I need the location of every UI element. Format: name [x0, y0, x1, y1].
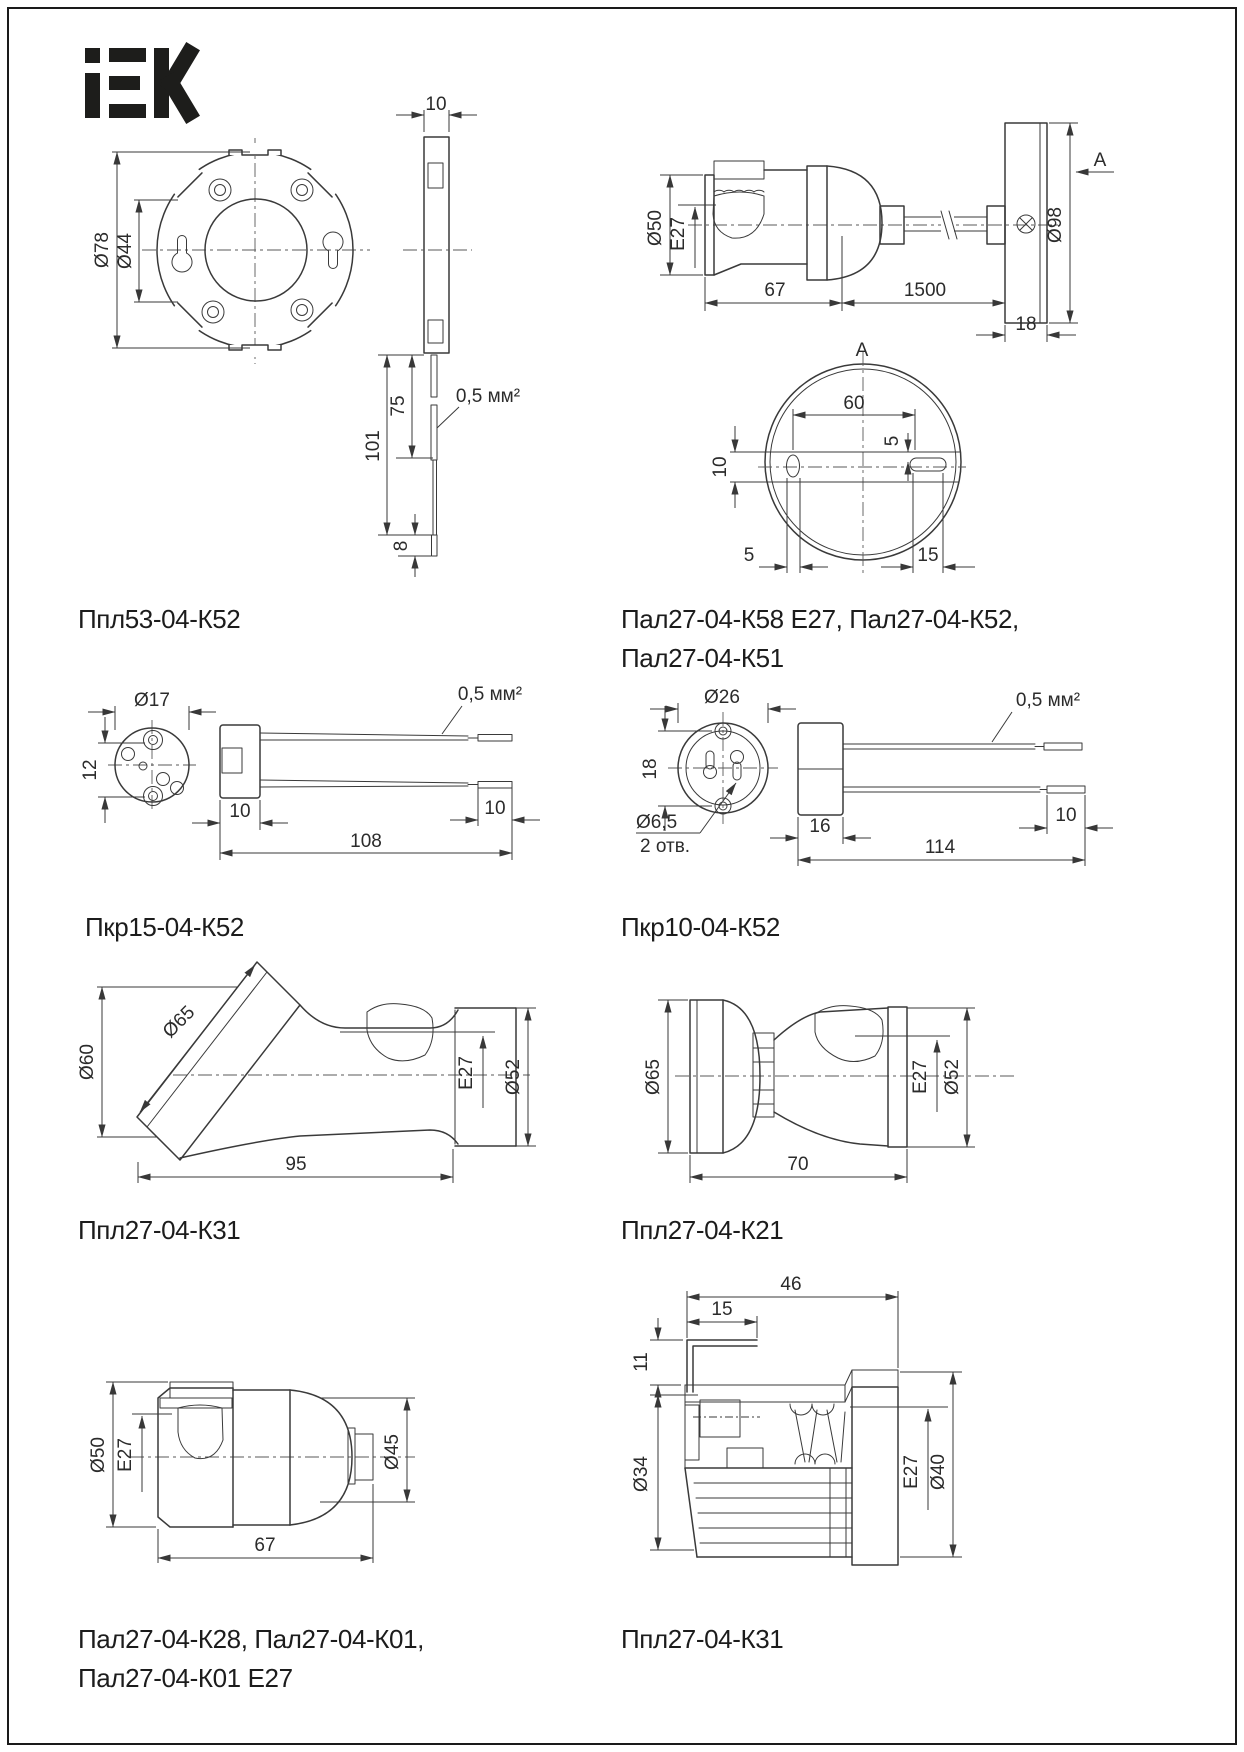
dim-d52: Ø52: [942, 1059, 963, 1095]
drawing-ppl27-k31: [60, 940, 555, 1205]
dim-e27: E27: [456, 1056, 477, 1090]
dim-d78: Ø78: [92, 232, 113, 268]
dim-r10: 10: [1055, 805, 1077, 826]
dim-h75: 75: [388, 395, 409, 417]
view-a-title: A: [855, 340, 869, 361]
dim-l114: 114: [924, 837, 956, 858]
dim-e27: E27: [901, 1455, 922, 1489]
dim-d65: Ø65: [643, 1059, 664, 1095]
dim-s60: 60: [843, 393, 865, 414]
drawing-ppl27-k31-section: [560, 1270, 1125, 1600]
dim-t46: 46: [780, 1274, 802, 1295]
dim-e27: E27: [115, 1438, 136, 1472]
dim-d65-holes: Ø6,5: [636, 812, 678, 833]
dim-l108: 108: [350, 831, 382, 852]
wire-spec: 0,5 мм²: [455, 386, 521, 407]
caption-line2: Пал27-04-К51: [621, 643, 784, 673]
dim-b15: 15: [917, 545, 939, 566]
caption-line1: Пал27-04-К58 Е27, Пал27-04-К52,: [621, 604, 1019, 634]
dim-h12: 12: [80, 759, 101, 781]
caption-line1: Пал27-04-К28, Пал27-04-К01,: [78, 1624, 424, 1654]
dim-d26: Ø26: [704, 687, 740, 708]
dim-l70: 70: [787, 1154, 809, 1175]
dim-d40: Ø40: [928, 1454, 949, 1490]
wire-spec: 0,5 мм²: [457, 684, 523, 705]
dim-d50: Ø50: [88, 1437, 109, 1473]
caption-pkr10: Пкр10-04-К52: [621, 912, 780, 942]
dim-t10: 10: [425, 94, 447, 115]
caption-line2: Пал27-04-К01 Е27: [78, 1663, 293, 1693]
dim-d17: Ø17: [134, 690, 170, 711]
dim-d98: Ø98: [1045, 207, 1066, 243]
dim-r10: 10: [484, 798, 506, 819]
drawing-pkr15: [60, 665, 575, 880]
dim-e27: E27: [910, 1060, 931, 1094]
dim-h18: 18: [640, 758, 661, 780]
drawing-pal27-k28: [60, 1280, 480, 1605]
dim-s5: 5: [882, 435, 903, 447]
wire-spec: 0,5 мм²: [1015, 690, 1081, 711]
dim-d44: Ø44: [115, 233, 136, 269]
dim-d65: Ø65: [158, 1001, 200, 1043]
dim-d45: Ø45: [382, 1434, 403, 1470]
dim-l95: 95: [285, 1154, 307, 1175]
caption-ppl27-k31: Ппл27-04-К31: [78, 1215, 241, 1245]
dim-d34: Ø34: [631, 1456, 652, 1492]
dim-l67: 67: [254, 1535, 276, 1556]
dim-s10: 10: [710, 456, 731, 478]
dim-t15: 15: [711, 1299, 733, 1320]
drawing-ppl27-k21: [560, 940, 1050, 1205]
dim-w16: 16: [809, 816, 831, 837]
drawing-pkr10: [560, 665, 1125, 880]
dim-d60: Ø60: [77, 1044, 98, 1080]
dim-holes-count: 2 отв.: [640, 836, 691, 857]
dim-b5: 5: [743, 545, 755, 566]
caption-pkr15: Пкр15-04-К52: [85, 912, 244, 942]
dim-l67: 67: [764, 280, 786, 301]
dim-d52: Ø52: [503, 1059, 524, 1095]
view-a-arrow-label: A: [1093, 150, 1107, 171]
flange-keyholes: [172, 232, 343, 272]
caption-pal27-k28: [78, 1620, 424, 1698]
dim-h8: 8: [391, 540, 412, 552]
caption-ppl53: Ппл53-04-К52: [78, 604, 241, 634]
dim-w10: 10: [229, 801, 251, 822]
caption-ppl27-k31-section: Ппл27-04-К31: [621, 1624, 784, 1654]
dim-d50: Ø50: [645, 210, 666, 246]
dim-w18: 18: [1015, 314, 1037, 335]
dim-e27: E27: [668, 217, 689, 251]
caption-ppl27-k21: Ппл27-04-К21: [621, 1215, 784, 1245]
drawing-pal27-k58: [560, 95, 1190, 585]
dim-h101: 101: [363, 430, 384, 462]
dim-h11: 11: [631, 1352, 652, 1372]
drawing-flange-ppl53: [60, 85, 540, 610]
dim-l1500: 1500: [903, 280, 947, 301]
